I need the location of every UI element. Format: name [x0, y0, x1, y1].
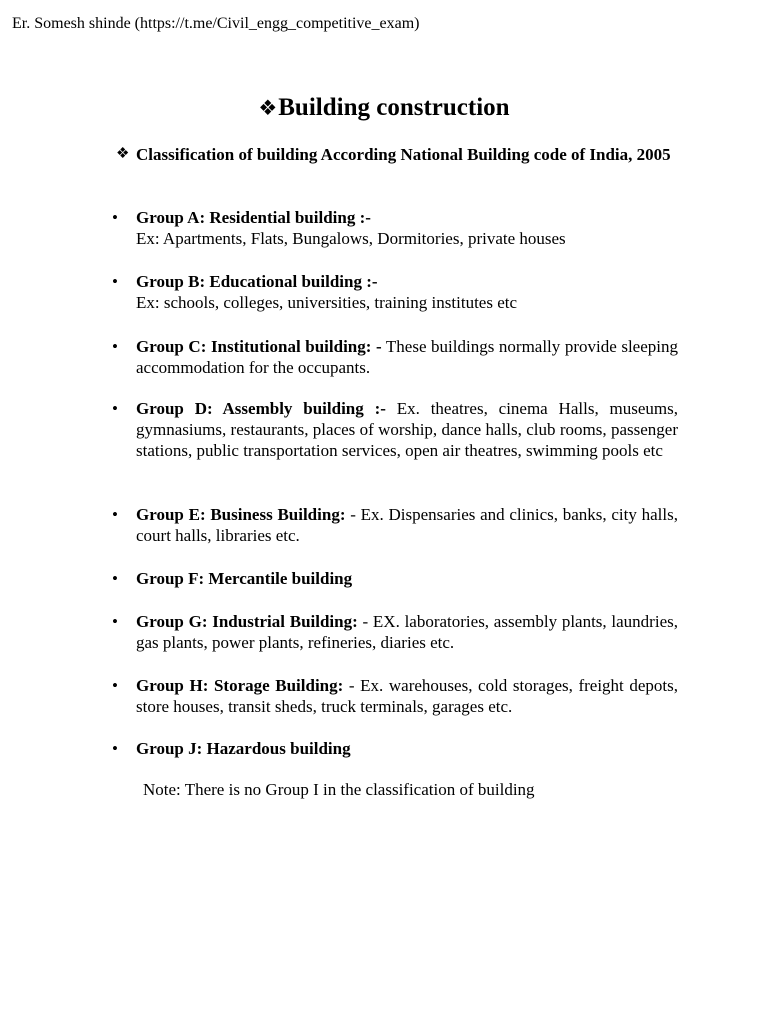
diamond-bullet-icon: ❖: [116, 146, 130, 162]
classification-heading: [116, 144, 678, 165]
group-label: Group B: Educational building :-: [136, 272, 378, 291]
group-label: Group J: Hazardous building: [136, 739, 351, 758]
list-item-group-d: [112, 398, 678, 461]
list-item-group-f: [112, 568, 678, 589]
bullet-icon: •: [112, 208, 118, 227]
bullet-icon: •: [112, 399, 118, 418]
group-label: Group G: Industrial Building:: [136, 612, 358, 631]
list-item-group-g: [112, 611, 678, 653]
bullet-icon: •: [112, 739, 118, 758]
group-label: Group H: Storage Building:: [136, 676, 344, 695]
group-description: - Ex. Dispensaries and clinics, banks, city halls, court halls, libraries etc.: [136, 505, 678, 545]
bullet-icon: •: [112, 612, 118, 631]
bullet-icon: •: [112, 676, 118, 695]
group-description: These buildings normally provide sleeping accommodation for the occupants.: [136, 337, 678, 377]
note-text: Note: There is no Group I in the classification of building: [143, 780, 535, 799]
list-item-group-h: [112, 675, 678, 717]
list-item-group-e: [112, 504, 678, 546]
group-label: Group F: Mercantile building: [136, 569, 353, 588]
group-label: Group C: Institutional building: -: [136, 337, 382, 356]
group-description: - EX. laboratories, assembly plants, laundries, gas plants, power plants, refineries, diaries etc.: [136, 612, 678, 652]
bullet-icon: •: [112, 337, 118, 356]
group-label: Group E: Business Building:: [136, 505, 346, 524]
list-item-group-c: [112, 336, 678, 378]
list-item-group-b: [112, 271, 678, 313]
group-label: Group D: Assembly building :-: [136, 399, 386, 418]
group-description: Ex. theatres, cinema Halls, museums, gymnasiums, restaurants, places of worship, dance halls, club rooms, passenger stations, public transportation services, open air theatres, swimming pools etc: [136, 399, 678, 460]
list-item-group-j: [112, 738, 678, 759]
diamond-bullet-icon: ❖: [258, 96, 278, 120]
group-description: Ex: Apartments, Flats, Bungalows, Dormitories, private houses: [136, 229, 566, 248]
group-description: Ex: schools, colleges, universities, training institutes etc: [136, 293, 518, 312]
group-description: - Ex. warehouses, cold storages, freight depots, store houses, transit sheds, truck terminals, garages etc.: [136, 676, 678, 716]
bullet-icon: •: [112, 272, 118, 291]
bullet-icon: •: [112, 505, 118, 524]
list-item-group-a: [112, 207, 678, 249]
group-label: Group A: Residential building :-: [136, 208, 371, 227]
classification-heading-text: Classification of building According National Building code of India, 2005: [136, 145, 671, 164]
author-header: Er. Somesh shinde (https://t.me/Civil_engg_competitive_exam): [12, 15, 420, 32]
page-title-text: Building construction: [278, 94, 510, 121]
bullet-icon: •: [112, 569, 118, 588]
page-title: [0, 94, 768, 122]
